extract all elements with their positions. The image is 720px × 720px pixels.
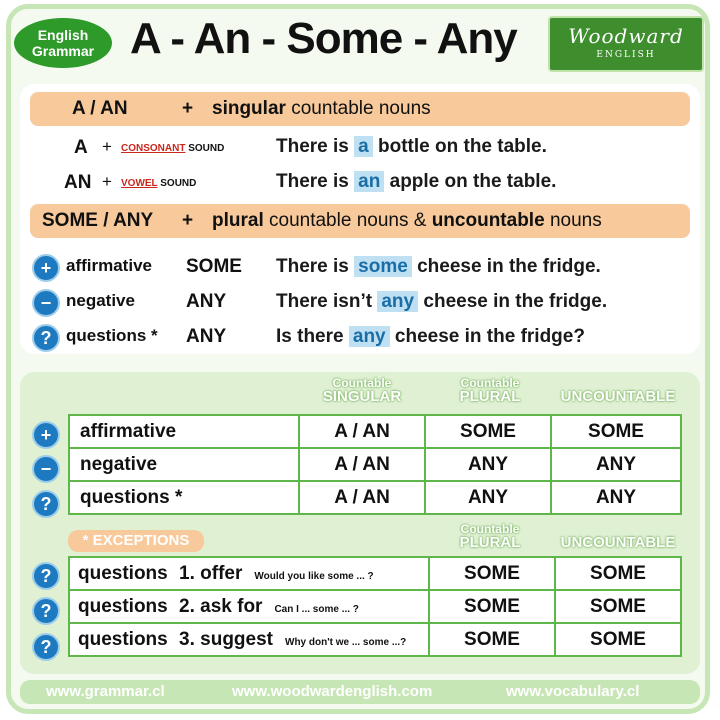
badge-line1: English xyxy=(37,27,89,43)
logo-word: Woodward xyxy=(568,24,684,48)
exc-desc xyxy=(69,623,429,656)
exc-q: questions xyxy=(78,628,168,650)
ex-post: cheese in the fridge? xyxy=(394,326,585,347)
rule-text xyxy=(212,92,431,126)
rule-a-an-bar xyxy=(30,92,690,126)
sound-text: SOUND xyxy=(160,178,197,189)
exc-example: Would you like some ... ? xyxy=(254,570,374,582)
badge-line2: Grammar xyxy=(31,43,95,59)
ex-pre: Is there xyxy=(276,326,344,347)
example-word: ANY xyxy=(186,291,227,312)
an-example xyxy=(276,171,556,193)
rule-bold: singular xyxy=(212,98,286,119)
exc-kind: 3. suggest xyxy=(179,628,273,650)
an-label: AN xyxy=(64,172,92,193)
cell-plural: ANY xyxy=(425,448,551,481)
row-type: questions * xyxy=(69,481,299,514)
table-row xyxy=(69,590,681,623)
cell-plural: SOME xyxy=(429,590,555,623)
cell-singular: A / AN xyxy=(299,448,425,481)
exc-desc xyxy=(69,590,429,623)
vowel-text: VOWEL xyxy=(121,178,158,189)
ex-post: cheese in the fridge. xyxy=(417,256,601,277)
rule2-plus: + xyxy=(182,210,194,231)
logo-sub: ENGLISH xyxy=(596,50,656,60)
example-type: questions * xyxy=(66,326,158,345)
ex-highlight: any xyxy=(377,291,418,312)
summary-table xyxy=(68,414,682,515)
page-title: A - An - Some - Any xyxy=(130,14,517,63)
cell-plural: SOME xyxy=(429,557,555,590)
plus-icon: + xyxy=(32,254,60,282)
question-icon: ? xyxy=(32,324,60,352)
hdr-big: SINGULAR xyxy=(322,388,402,405)
exc-kind: 2. ask for xyxy=(179,595,263,617)
a-label: A xyxy=(74,137,88,158)
table-row xyxy=(69,448,681,481)
rule-plus: + xyxy=(182,98,194,119)
an-post: apple on the table. xyxy=(389,171,557,192)
consonant-text: CONSONANT xyxy=(121,143,186,154)
footer-link-vocabulary[interactable]: www.vocabulary.cl xyxy=(506,683,640,700)
header-uncountable xyxy=(554,376,682,404)
an-highlight: an xyxy=(354,171,384,192)
hdr-big: PLURAL xyxy=(459,388,521,405)
a-highlight: a xyxy=(354,136,373,157)
ex-highlight: some xyxy=(354,256,412,277)
hdr-big: UNCOUNTABLE xyxy=(560,534,676,551)
rule2-text xyxy=(212,204,602,238)
cell-uncountable: SOME xyxy=(555,623,681,656)
woodward-logo xyxy=(548,16,704,72)
example-type: affirmative xyxy=(66,256,152,275)
cell-plural: SOME xyxy=(429,623,555,656)
cell-plural: SOME xyxy=(425,415,551,448)
example-sentence xyxy=(276,291,607,313)
an-plus: + xyxy=(102,172,112,191)
exceptions-table xyxy=(68,556,682,657)
hdr-small: Countable xyxy=(460,522,520,536)
rule2-mid: countable nouns & xyxy=(269,210,427,231)
header-countable-singular xyxy=(300,376,424,404)
question-icon: ? xyxy=(32,490,60,518)
table-row xyxy=(69,557,681,590)
a-pre: There is xyxy=(276,136,349,157)
rule-rest: countable nouns xyxy=(291,98,431,119)
plus-icon: + xyxy=(32,421,60,449)
minus-icon: − xyxy=(32,455,60,483)
footer-bar xyxy=(20,680,700,704)
rule2-bold1: plural xyxy=(212,210,264,231)
example-word: ANY xyxy=(186,326,227,347)
exc-example: Can I ... some ... ? xyxy=(274,603,359,615)
exc-header-plural xyxy=(428,522,552,550)
ex-highlight: any xyxy=(349,326,390,347)
an-pre: There is xyxy=(276,171,349,192)
footer-link-grammar[interactable]: www.grammar.cl xyxy=(46,683,165,700)
cell-uncountable: SOME xyxy=(555,557,681,590)
cell-uncountable: SOME xyxy=(551,415,681,448)
row-type: negative xyxy=(69,448,299,481)
rule2-label: SOME / ANY xyxy=(42,210,154,231)
row-type: affirmative xyxy=(69,415,299,448)
a-example xyxy=(276,136,547,158)
footer-link-woodward[interactable]: www.woodwardenglish.com xyxy=(232,683,433,700)
cell-plural: ANY xyxy=(425,481,551,514)
ex-pre: There is xyxy=(276,256,349,277)
minus-icon: − xyxy=(32,289,60,317)
exc-kind: 1. offer xyxy=(179,562,243,584)
rule-some-any-bar xyxy=(30,204,690,238)
rule2-bold2: uncountable xyxy=(431,210,545,231)
hdr-small: Countable xyxy=(460,376,520,390)
table-row xyxy=(69,623,681,656)
exc-q: questions xyxy=(78,562,168,584)
a-plus: + xyxy=(102,137,112,156)
hdr-small: Countable xyxy=(332,376,392,390)
exc-desc xyxy=(69,557,429,590)
header-countable-plural xyxy=(428,376,552,404)
question-icon: ? xyxy=(32,633,60,661)
an-sound-note xyxy=(121,178,196,189)
example-word: SOME xyxy=(186,256,242,277)
exceptions-label: * EXCEPTIONS xyxy=(68,530,204,552)
exc-example: Why don't we ... some ...? xyxy=(285,636,407,648)
rule-a-an-label: A / AN xyxy=(72,98,128,119)
example-type: negative xyxy=(66,291,135,310)
ex-post: cheese in the fridge. xyxy=(423,291,608,312)
example-sentence xyxy=(276,326,585,348)
cell-singular: A / AN xyxy=(299,481,425,514)
a-post: bottle on the table. xyxy=(378,136,547,157)
ex-pre: There isn’t xyxy=(276,291,373,312)
a-sound-note xyxy=(121,143,224,154)
cell-uncountable: SOME xyxy=(555,590,681,623)
exc-header-uncountable xyxy=(554,522,682,550)
question-icon: ? xyxy=(32,562,60,590)
cell-uncountable: ANY xyxy=(551,448,681,481)
exc-q: questions xyxy=(78,595,168,617)
hdr-big: PLURAL xyxy=(459,534,521,551)
table-row xyxy=(69,415,681,448)
example-sentence xyxy=(276,256,601,278)
sound-text: SOUND xyxy=(188,143,225,154)
hdr-big: UNCOUNTABLE xyxy=(560,388,676,405)
table-row xyxy=(69,481,681,514)
cell-uncountable: ANY xyxy=(551,481,681,514)
english-grammar-badge xyxy=(14,18,112,68)
cell-singular: A / AN xyxy=(299,415,425,448)
question-icon: ? xyxy=(32,597,60,625)
rule2-end: nouns xyxy=(549,210,602,231)
